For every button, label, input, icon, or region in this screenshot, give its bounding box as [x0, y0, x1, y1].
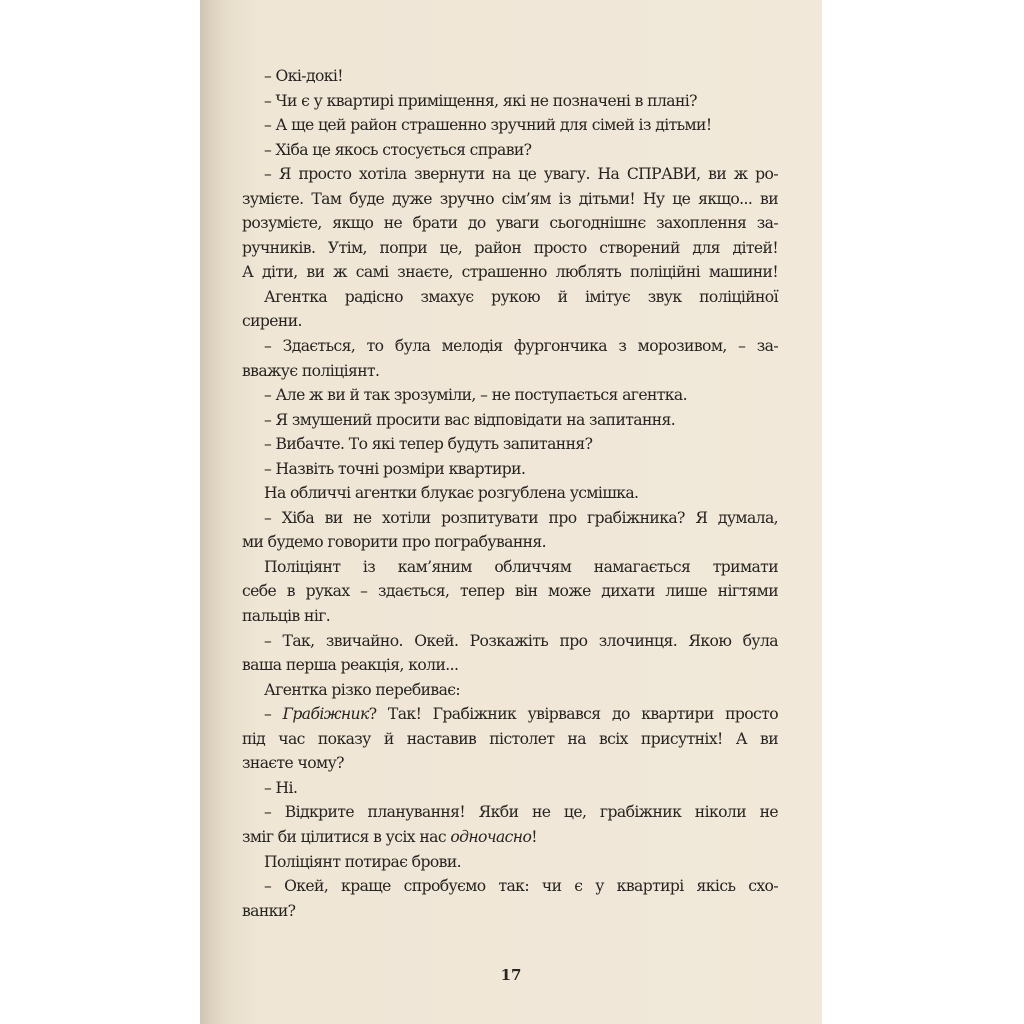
text-line: ваша перша реакція, коли...	[242, 656, 459, 675]
text-line: – Але ж ви й так зрозуміли, – не поступається агентка.	[264, 386, 687, 405]
text-line: Агентка різко перебиває:	[264, 680, 461, 699]
italic-text: Грабіжник	[282, 705, 369, 724]
text-line: знаєте чому?	[242, 754, 344, 773]
text-fragment: !	[531, 827, 537, 846]
text-line: На обличчі агентки блукає розгублена усмішка.	[264, 484, 639, 503]
book-page	[200, 0, 822, 1024]
text-line: – Ні.	[264, 778, 298, 797]
italic-text: одночасно	[450, 827, 532, 846]
text-line	[242, 702, 778, 727]
page-number: 17	[500, 966, 522, 984]
text-line: ванки?	[242, 901, 296, 920]
text-line: – Вибачте. То які тепер будуть запитання?	[264, 435, 593, 454]
text-line: ми будемо говорити про пограбування.	[242, 533, 546, 552]
text-fragment: зміг би цілитися в усіх нас	[242, 827, 451, 846]
text-line: – Чи є у квартирі приміщення, які не позначені в плані?	[264, 91, 697, 110]
text-line: – Я просто хотіла звернути на це увагу. На СПРАВИ, ви ж ро-	[264, 165, 778, 184]
text-line: – Я змушений просити вас відповідати на запитання.	[264, 410, 676, 429]
text-line: ручників. Утім, попри це, район просто створений для дітей!	[242, 238, 778, 257]
text-line: А діти, ви ж самі знаєте, страшенно люблять поліційні машини!	[242, 263, 778, 282]
text-line: Поліціянт потирає брови.	[264, 852, 461, 871]
text-line: розумієте, якщо не брати до уваги сьогоднішнє захоплення за-	[242, 214, 778, 233]
text-line: вважує поліціянт.	[242, 361, 380, 380]
text-line: Поліціянт із кам’яним обличчям намагається тримати	[264, 557, 778, 576]
text-line: – Здається, то була мелодія фургончика з морозивом, – за-	[264, 337, 778, 356]
text-fragment: ? Так! Грабіжник увірвався до квартири просто	[368, 705, 778, 724]
text-line: сирени.	[242, 312, 302, 331]
text-line: – Назвіть точні розміри квартири.	[264, 459, 526, 478]
text-line: – Хіба це якось стосується справи?	[264, 140, 532, 159]
text-line: зумієте. Там буде дуже зручно сім’ям із дітьми! Ну це якщо... ви	[242, 189, 778, 208]
text-line: – А ще цей район страшенно зручний для сімей із дітьми!	[264, 116, 712, 135]
text-fragment: –	[264, 705, 283, 724]
text-line: пальців ніг.	[242, 607, 331, 626]
text-line: – Окі-докі!	[264, 67, 343, 85]
text-line: Агентка радісно змахує рукою й імітує звук поліційної	[264, 287, 778, 306]
text-line: – Хіба ви не хотіли розпитувати про грабіжника? Я думала,	[264, 508, 778, 527]
page-text	[242, 64, 778, 923]
text-line: – Відкрите планування! Якби не це, грабіжник ніколи не	[264, 803, 778, 822]
text-line: – Окей, краще спробуємо так: чи є у квартирі якісь схо-	[264, 877, 778, 896]
text-line: – Так, звичайно. Окей. Розкажіть про злочинця. Якою була	[264, 631, 778, 650]
text-line: під час показу й наставив пістолет на всіх присутніх! А ви	[242, 729, 778, 748]
text-line	[242, 825, 778, 850]
text-line: себе в руках – здається, тепер він може дихати лише нігтями	[242, 582, 778, 601]
